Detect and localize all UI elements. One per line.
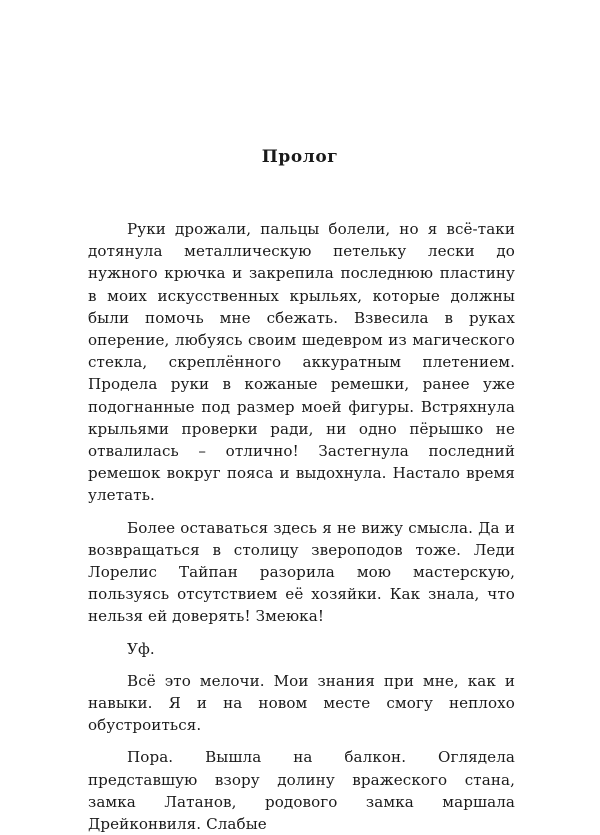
chapter-body (88, 218, 515, 835)
paragraph: Более оставаться здесь я не вижу смысла. Да и возвращаться в столицу звероподов тоже. Леди Лорелис Тайпан разорила мою мастерскую, пользуясь отсутствием её хозяйки. Как знала, что нельзя ей доверять! Змеюка! (88, 518, 515, 626)
paragraph: Пора. Вышла на балкон. Оглядела представшую взору долину вражеского стана, замка Латанов, родового замка маршала Дрейконвиля. Слабые (88, 748, 515, 834)
paragraph: Уф. (127, 639, 155, 658)
chapter-title: Пролог (261, 147, 339, 167)
paragraph: Всё это мелочи. Мои знания при мне, как и навыки. Я и на новом месте смогу неплохо обустроиться. (88, 671, 515, 735)
paragraph: Руки дрожали, пальцы болели, но я всё-таки дотянула металлическую петельку лески до нужного крючка и закрепила последнюю пластину в моих искусственных крыльях, которые должны были помочь мне сбежать. Взвесила в руках оперение, любуясь своим шедевром из магического стекла, скреплённого аккуратным плетением. Продела руки в кожаные ремешки, ранее уже подогнанные под размер моей фигуры. Встряхнула крыльями проверки ради, ни одно пёрышко не отвалилась – отлично! Застегнула последний ремешок вокруг пояса и выдохнула. Настало время улетать. (88, 220, 515, 505)
